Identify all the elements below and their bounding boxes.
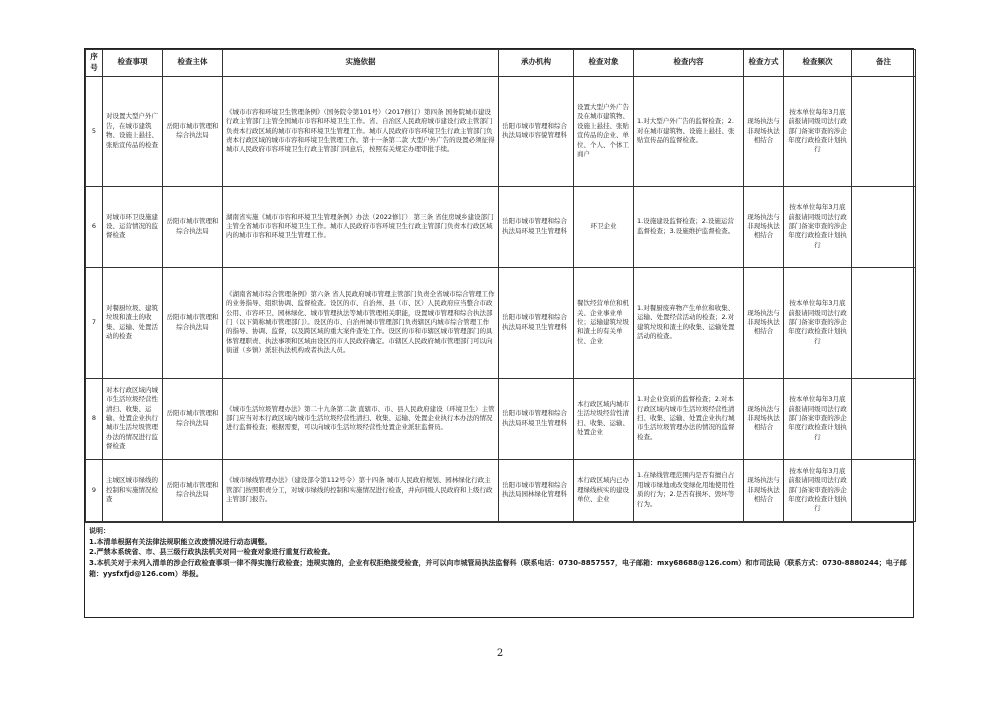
- notes-heading: 说明：: [89, 526, 110, 535]
- cell-item: 对餐厨垃圾、建筑垃圾和渣土的收集、运输、处置活动的检查: [103, 267, 163, 378]
- cell-org: 岳阳市城市管理和综合执法局城市容貌管理科: [499, 76, 574, 186]
- cell-remark: [852, 459, 916, 521]
- cell-item: 对设置大型户外广告，在城市建筑物、设施上悬挂、张贴宣传品的检查: [103, 76, 163, 186]
- header-basis: 实施依据: [223, 50, 499, 77]
- header-subject: 检查主体: [163, 50, 223, 77]
- cell-org: 岳阳市城市管理和综合执法局环境卫生管理科: [499, 267, 574, 378]
- cell-method: 现场执法与非现场执法相结合: [744, 76, 784, 186]
- cell-subject: 岳阳市城市管理和综合执法局: [163, 267, 223, 378]
- cell-remark: [852, 186, 916, 267]
- cell-item: 对城市环卫设施建设、运营情况的监督检查: [103, 186, 163, 267]
- header-no: 序号: [86, 50, 103, 77]
- cell-target: 环卫企业: [574, 186, 634, 267]
- cell-org: 岳阳市城市管理和综合执法局园林绿化管理科: [499, 459, 574, 521]
- header-method: 检查方式: [744, 50, 784, 77]
- cell-item: 主城区城市绿线的控制和实施情况检查: [103, 459, 163, 521]
- cell-remark: [852, 76, 916, 186]
- header-content: 检查内容: [634, 50, 744, 77]
- cell-content: 1.对企业资质的监督检查；2.对本行政区域内城市生活垃圾经营性清扫、收集、运输、处置企业执行城市生活垃圾管理办法的情况的监督检查。: [634, 378, 744, 459]
- cell-org: 岳阳市城市管理和综合执法局环境卫生管理科: [499, 186, 574, 267]
- notes-section: [85, 522, 913, 583]
- header-remark: 备注: [852, 50, 916, 77]
- cell-frequency: 按本单位每年3月底前报请同级司法行政部门备案审查的涉企年度行政检查计划执行: [784, 186, 852, 267]
- cell-frequency: 按本单位每年3月底前报请同级司法行政部门备案审查的涉企年度行政检查计划执行: [784, 459, 852, 521]
- cell-method: 现场执法与非现场执法相结合: [744, 186, 784, 267]
- cell-subject: 岳阳市城市管理和综合执法局: [163, 186, 223, 267]
- table-row: [86, 267, 916, 378]
- cell-method: 现场执法与非现场执法相结合: [744, 378, 784, 459]
- cell-no: 5: [86, 76, 103, 186]
- table-header-row: [86, 50, 916, 77]
- header-target: 检查对象: [574, 50, 634, 77]
- cell-content: 1.对餐厨废弃物产生单位和收集、运输、处置经营活动的检查；2.对建筑垃圾和渣土的收集、运输处置活动的检查。: [634, 267, 744, 378]
- cell-subject: 岳阳市城市管理和综合执法局: [163, 459, 223, 521]
- cell-basis: 《城市绿线管理办法》（建设部令第112号令）第十四条 城市人民政府规划、园林绿化行政主管部门按照职责分工，对城市绿线的控制和实施情况进行检查，并向同级人民政府和上级行政主管部门报告。: [223, 459, 499, 521]
- cell-frequency: 按本单位每年3月底前报请同级司法行政部门备案审查的涉企年度行政检查计划执行: [784, 267, 852, 378]
- note-line: 3.本机关对于未列入清单的涉企行政检查事项一律不得实施行政检查；违规实施的，企业有权拒绝接受检查，并可以向市城管局执法监督科（联系电话：0730-8857557，电子邮箱：mxy68688@126.com）和市司法局（联系方式：0730-8880244；电子邮箱：yysfxfjd@126.com）举报。: [89, 559, 907, 579]
- cell-no: 8: [86, 378, 103, 459]
- header-org: 承办机构: [499, 50, 574, 77]
- cell-remark: [852, 378, 916, 459]
- cell-method: 现场执法与非现场执法相结合: [744, 459, 784, 521]
- cell-basis: 湖南省实施《城市市容和环境卫生管理条例》办法（2022修订） 第三条 省住房城乡建设部门主管全省城市市容和环境卫生工作。城市人民政府市容环境卫生行政主管部门负责本行政区域内的城市市容和环境卫生管理工作。: [223, 186, 499, 267]
- cell-org: 岳阳市城市管理和综合执法局环境卫生管理科: [499, 378, 574, 459]
- inspection-list-table-frame: [84, 48, 914, 618]
- cell-no: 7: [86, 267, 103, 378]
- cell-no: 9: [86, 459, 103, 521]
- table-row: [86, 76, 916, 186]
- cell-content: 1.在绿线管理范围内是否有擅自占用城市绿地或改变绿化用地使用性质的行为；2.是否有损坏、毁坏等行为。: [634, 459, 744, 521]
- cell-content: 1.设施建设监督检查；2.设施运营监督检查；3.设施维护监督检查。: [634, 186, 744, 267]
- page-number: 2: [496, 648, 504, 659]
- cell-target: 餐饮经营单位和机关、企业事业单位；运输建筑垃圾和渣土的有关单位、企业: [574, 267, 634, 378]
- cell-basis: 《城市生活垃圾管理办法》第二十九条第二款 直辖市、市、县人民政府建设（环境卫生）主管部门应当对本行政区域内城市生活垃圾经营性清扫、收集、运输、处置企业执行本办法的情况进行监督检查；根据需要，可以向城市生活垃圾经营性处置企业派驻监督员。: [223, 378, 499, 459]
- cell-subject: 岳阳市城市管理和综合执法局: [163, 378, 223, 459]
- cell-basis: 《城市市容和环境卫生管理条例》（国务院令第101号）（2017修订）第四条 国务院城市建设行政主管部门主管全国城市市容和环境卫生工作。省、自治区人民政府城市建设行政主管部门负责本行政区域的城市市容和环境卫生管理工作。城市人民政府市容环境卫生行政主管部门负责本行政区域的城市市容和环境卫生管理工作。第十一条第二款 大型户外广告的设置必须征得城市人民政府市容环境卫生行政主管部门同意后，按照有关规定办理审批手续。: [223, 76, 499, 186]
- cell-remark: [852, 267, 916, 378]
- cell-frequency: 按本单位每年3月底前报请同级司法行政部门备案审查的涉企年度行政检查计划执行: [784, 378, 852, 459]
- cell-target: 本行政区域内已办理绿线核实的建设单位、企业: [574, 459, 634, 521]
- cell-target: 设置大型户外广告及在城市建筑物、设施上悬挂、张贴宣传品的企业、单位、个人、个体工商户: [574, 76, 634, 186]
- cell-target: 本行政区域内城市生活垃圾经营性清扫、收集、运输、处置企业: [574, 378, 634, 459]
- table-row: [86, 459, 916, 521]
- cell-no: 6: [86, 186, 103, 267]
- header-frequency: 检查频次: [784, 50, 852, 77]
- header-item: 检查事项: [103, 50, 163, 77]
- note-line: 1.本清单根据有关法律法规职能立改废情况进行动态调整。: [89, 537, 272, 546]
- cell-method: 现场执法与非现场执法相结合: [744, 267, 784, 378]
- cell-subject: 岳阳市城市管理和综合执法局: [163, 76, 223, 186]
- note-line: 2.严禁本系统省、市、县三级行政执法机关对同一检查对象进行重复行政检查。: [89, 548, 335, 557]
- cell-frequency: 按本单位每年3月底前报请同级司法行政部门备案审查的涉企年度行政检查计划执行: [784, 76, 852, 186]
- table-row: [86, 186, 916, 267]
- cell-basis: 《湖南省城市综合管理条例》第六条 省人民政府城市管理主管部门负责全省城市综合管理工作的业务指导、组织协调、监督检查。设区的市、自治州、县（市、区）人民政府应当整合市政公用、市容环卫、园林绿化、城市管理执法等城市管理相关职能，设置城市管理和综合执法部门（以下简称城市管理部门）。设区的市、自治州城市管理部门负责辖区内城市综合管理工作的指导、协调、监督，以及跨区域的重大案件查处工作。设区的市和市辖区城市管理部门的具体管理职责、执法事项和区域由设区的市人民政府确定。市辖区人民政府城市管理部门可以向街道（乡镇）派驻执法机构或者执法人员。: [223, 267, 499, 378]
- inspection-items-table: [85, 49, 916, 522]
- cell-item: 对本行政区域内城市生活垃圾经营性清扫、收集、运输、处置企业执行城市生活垃圾管理办法的情况进行监督检查: [103, 378, 163, 459]
- table-row: [86, 378, 916, 459]
- cell-content: 1.对大型户外广告的监督检查；2.对在城市建筑物、设施上悬挂、张贴宣传品的监督检查。: [634, 76, 744, 186]
